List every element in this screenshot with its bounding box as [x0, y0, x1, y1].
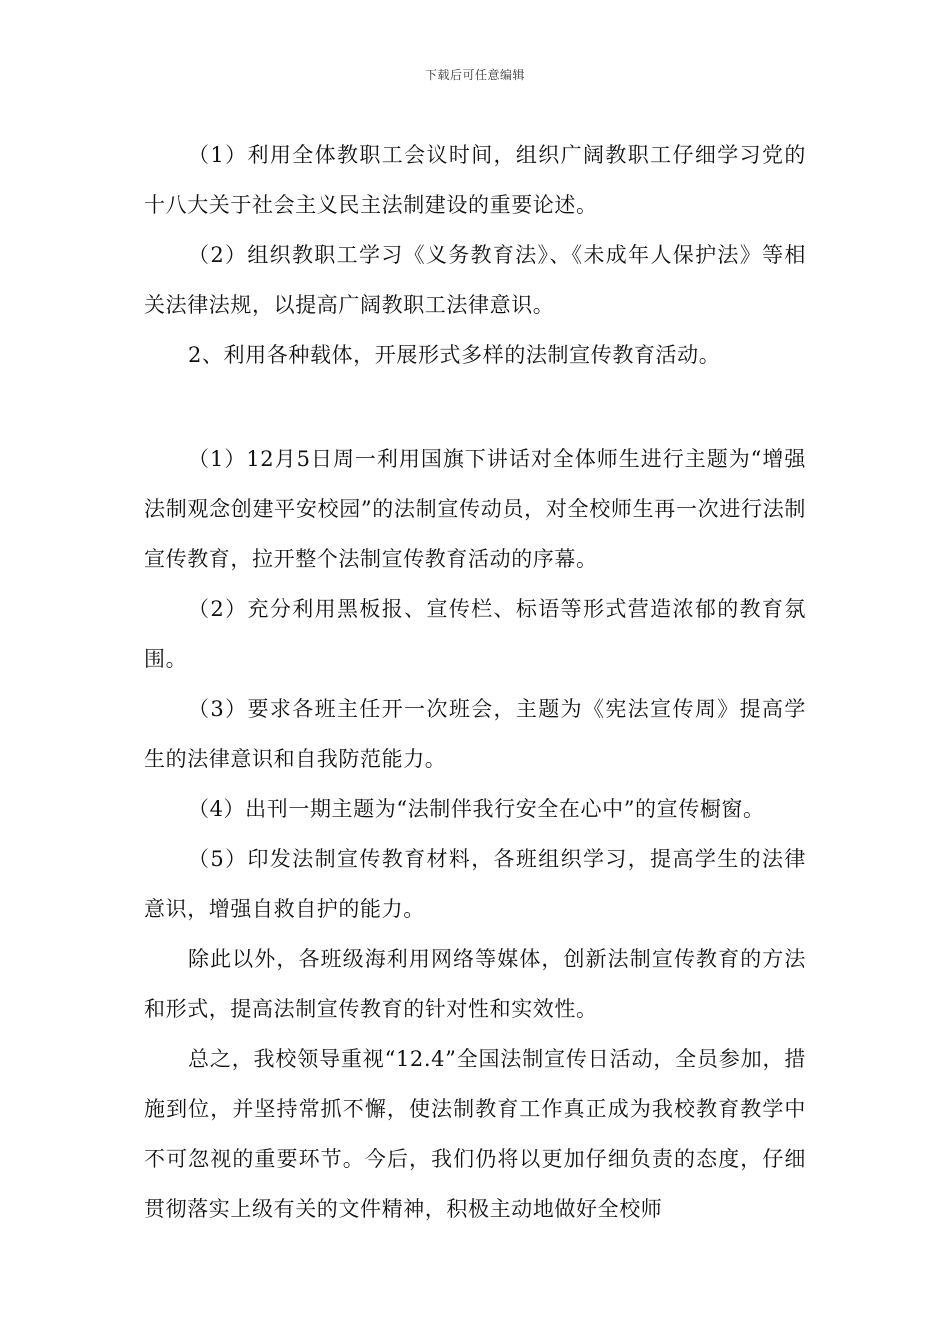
paragraph-4: （1）12月5日周一利用国旗下讲话对全体师生进行主题为“增强法制观念创建平安校园”的法制宣传动员，对全校师生再一次进行法制宣传教育，拉开整个法制宣传教育活动的序幕。 [144, 447, 806, 571]
paragraph-2: （2）组织教职工学习《义务教育法》、《未成年人保护法》等相关法律法规，以提高广阔教职工法律意识。 [144, 243, 806, 317]
paragraph-9: 除此以外，各班级海利用网络等媒体，创新法制宣传教育的方法和形式，提高法制宣传教育的针对性和实效性。 [144, 947, 806, 1021]
paragraph-8: （5）印发法制宣传教育材料，各班组织学习，提高学生的法律意识，增强自救自护的能力。 [144, 847, 806, 921]
paragraph-1: （1）利用全体教职工会议时间，组织广阔教职工仔细学习党的十八大关于社会主义民主法制建设的重要论述。 [144, 143, 806, 217]
paragraph-7: （4）出刊一期主题为“法制伴我行安全在心中”的宣传橱窗。 [188, 797, 765, 821]
paragraph-6: （3）要求各班主任开一次班会，主题为《宪法宣传周》提高学生的法律意识和自我防范能力。 [144, 697, 806, 771]
paragraph-5: （2）充分利用黑板报、宣传栏、标语等形式营造浓郁的教育氛围。 [144, 597, 806, 671]
page-header: 下载后可任意编辑 [424, 68, 525, 82]
paragraph-3: 2、利用各种载体，开展形式多样的法制宣传教育活动。 [188, 343, 721, 367]
document-body [144, 130, 806, 1234]
paragraph-10: 总之，我校领导重视“12.4”全国法制宣传日活动，全员参加，措施到位，并坚持常抓不懈，使法制教育工作真正成为我校教育教学中不可忽视的重要环节。今后，我们仍将以更加仔细负责的态度，仔细贯彻落实上级有关的文件精神，积极主动地做好全校师 [144, 1047, 806, 1221]
